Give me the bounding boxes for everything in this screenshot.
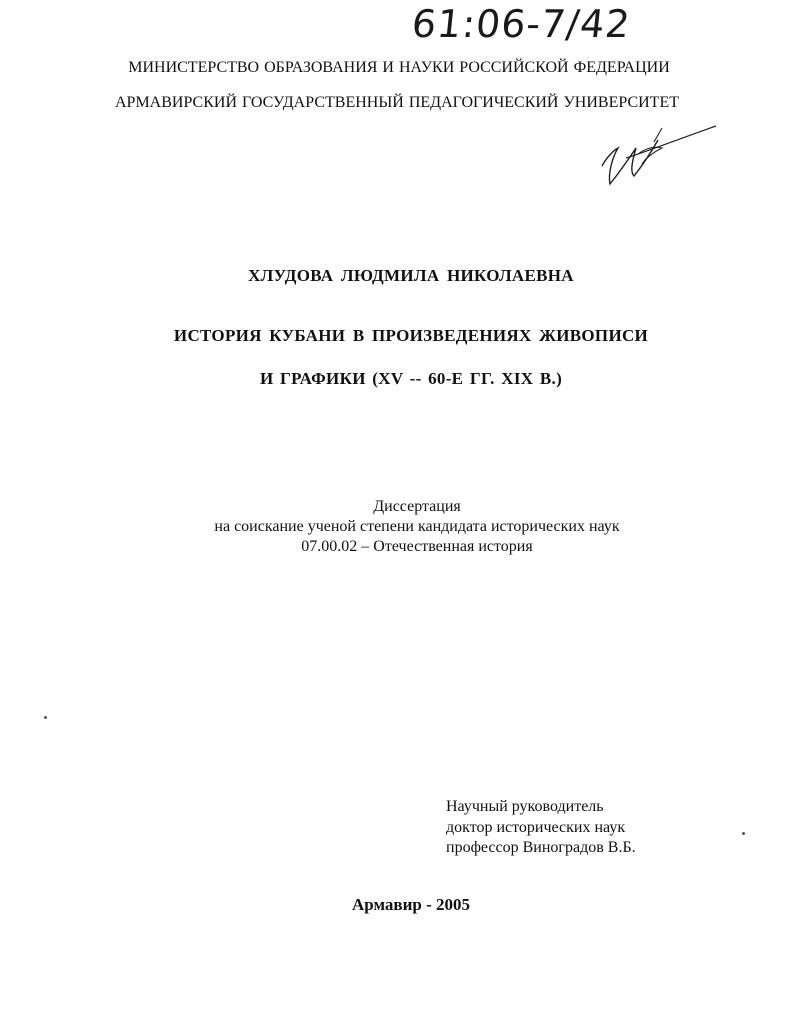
thesis-specialty: 07.00.02 – Отечественная история bbox=[301, 538, 533, 555]
advisor-name: профессор Виноградов В.Б. bbox=[446, 839, 636, 856]
university-heading: АРМАВИРСКИЙ ГОСУДАРСТВЕННЫЙ ПЕДАГОГИЧЕСКИЙ УНИВЕРСИТЕТ bbox=[114, 94, 679, 111]
city-year: Армавир - 2005 bbox=[351, 895, 471, 914]
scan-speck bbox=[742, 832, 745, 835]
handwritten-archive-code: 61:06-7/42 bbox=[409, 2, 633, 46]
dissertation-title-line-2: И ГРАФИКИ (XV -- 60-Е ГГ. XIX В.) bbox=[259, 369, 563, 388]
thesis-type: Диссертация bbox=[373, 498, 461, 515]
advisor-degree: доктор исторических наук bbox=[446, 819, 626, 836]
thesis-degree: на соискание ученой степени кандидата исторических наук bbox=[214, 518, 620, 535]
signature-icon bbox=[596, 118, 726, 188]
scan-speck bbox=[44, 716, 47, 719]
dissertation-title-line-1: ИСТОРИЯ КУБАНИ В ПРОИЗВЕДЕНИЯХ ЖИВОПИСИ bbox=[173, 326, 649, 345]
advisor-role: Научный руководитель bbox=[446, 798, 604, 815]
author-name: ХЛУДОВА ЛЮДМИЛА НИКОЛАЕВНА bbox=[248, 266, 574, 285]
ministry-heading: МИНИСТЕРСТВО ОБРАЗОВАНИЯ И НАУКИ РОССИЙСКОЙ ФЕДЕРАЦИИ bbox=[128, 59, 670, 76]
